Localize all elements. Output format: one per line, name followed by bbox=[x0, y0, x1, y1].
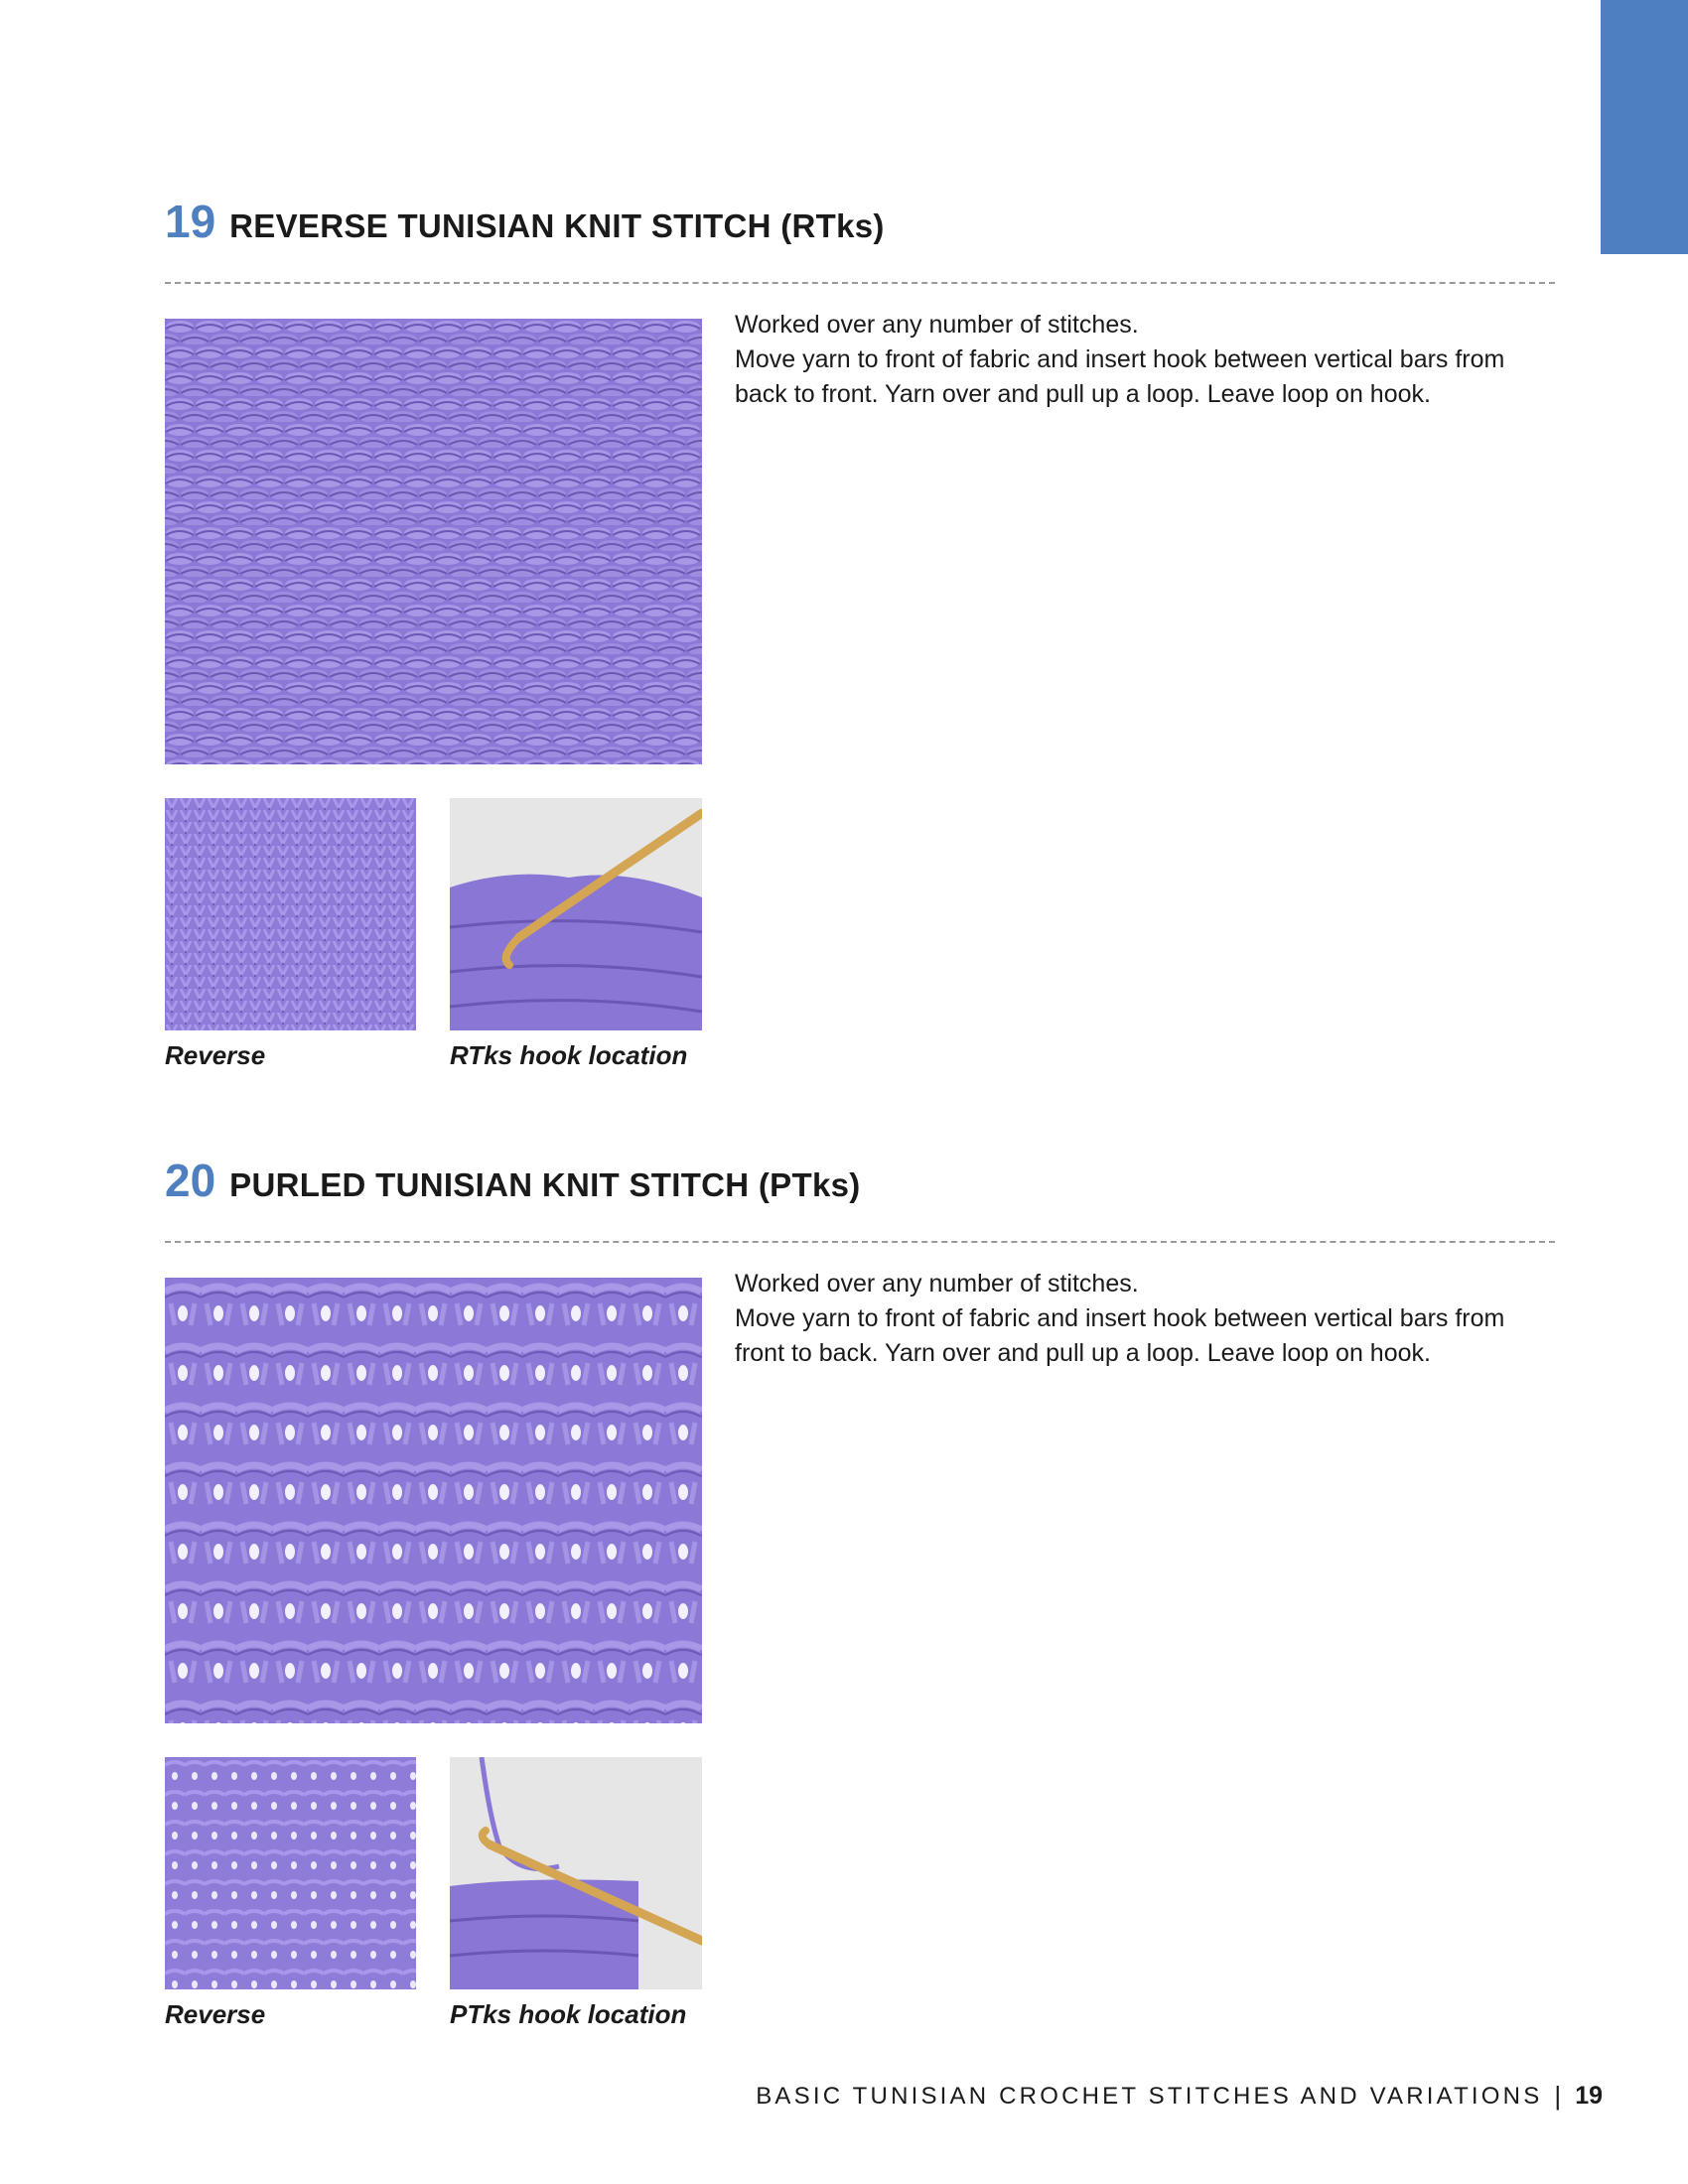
instruction-line: Move yarn to front of fabric and insert hook between vertical bars from front to back. Yarn over and pull up a loop. Leave loop on hook. bbox=[735, 1304, 1505, 1367]
section-heading bbox=[165, 195, 885, 250]
crochet-hook-graphic bbox=[450, 1757, 702, 1989]
stitch-number: 19 bbox=[165, 196, 216, 247]
photo-caption: Reverse bbox=[165, 1999, 266, 2029]
page-number: 19 bbox=[1575, 2082, 1603, 2110]
reverse-swatch-photo bbox=[165, 1757, 416, 1989]
running-footer-title: BASIC TUNISIAN CROCHET STITCHES AND VARIATIONS bbox=[756, 2082, 1543, 2110]
dashed-divider bbox=[165, 1241, 1555, 1243]
footer-separator: | bbox=[1554, 2081, 1562, 2111]
reverse-swatch-photo bbox=[165, 798, 416, 1030]
instruction-line: Worked over any number of stitches. bbox=[735, 1270, 1139, 1297]
stitch-section-20 bbox=[165, 1154, 1557, 2027]
crochet-hook-graphic bbox=[450, 798, 702, 1030]
rtks-main-swatch-photo bbox=[165, 319, 702, 764]
dashed-divider bbox=[165, 282, 1555, 284]
photo-caption: PTks hook location bbox=[450, 1999, 687, 2029]
hook-location-photo bbox=[450, 798, 702, 1030]
instruction-line: Worked over any number of stitches. bbox=[735, 311, 1139, 339]
stitch-title: PURLED TUNISIAN KNIT STITCH (PTks) bbox=[229, 1166, 861, 1203]
chapter-tab bbox=[1601, 0, 1688, 254]
ptks-main-swatch-photo bbox=[165, 1278, 702, 1723]
hook-location-photo bbox=[450, 1757, 702, 1989]
section-heading bbox=[165, 1154, 861, 1209]
stitch-number: 20 bbox=[165, 1155, 216, 1206]
eyelet-texture-graphic bbox=[165, 1278, 702, 1723]
stitch-instructions bbox=[735, 1267, 1529, 1371]
stitch-instructions bbox=[735, 308, 1529, 412]
instruction-line: Move yarn to front of fabric and insert hook between vertical bars from back to front. Yarn over and pull up a loop. Leave loop on hook. bbox=[735, 345, 1505, 408]
photo-caption: Reverse bbox=[165, 1040, 266, 1070]
stitch-title: REVERSE TUNISIAN KNIT STITCH (RTks) bbox=[229, 207, 885, 244]
small-eyelet-texture-graphic bbox=[165, 1757, 416, 1989]
vertical-rib-texture-graphic bbox=[165, 798, 416, 1030]
page-footer bbox=[756, 2081, 1603, 2112]
purl-texture-graphic bbox=[165, 319, 702, 764]
stitch-section-19 bbox=[165, 195, 1557, 1068]
photo-caption: RTks hook location bbox=[450, 1040, 688, 1070]
